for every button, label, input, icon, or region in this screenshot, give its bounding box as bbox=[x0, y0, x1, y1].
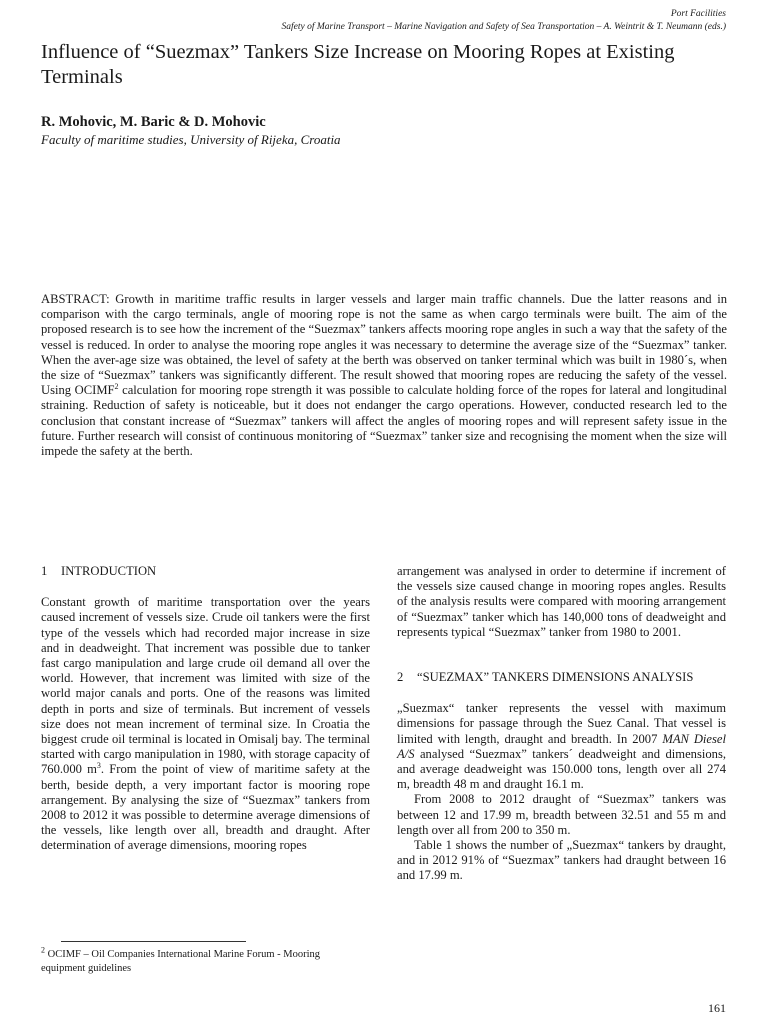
section2-paragraph-2: From 2008 to 2012 draught of “Suezmax” tankers was between 12 and 17.99 m, breadth between 32.51 and 55 m and length over all from 200 to 350 m. bbox=[397, 792, 726, 837]
right-column bbox=[397, 564, 726, 884]
abstract-text-1: Growth in maritime traffic results in larger vessels and larger main traffic channels. Due the latter reasons and in comparison with the cargo terminals, angle of mooring rope is not the same as when cargo terminals were built. The aim of the proposed research is to see how the increment of the “Suezmax” tankers affects mooring rope angles in such a way that the safety of the vessel is reduced. In order to analyse the mooring rope angles it was necessary to determine the average size of the “Suezmax” tanker. When the aver-age size was obtained, the level of safety at the berth was observed on tanker terminal which was built in 1980´s, when the size of “Suezmax” tankers was significantly different. The result showed that mooring ropes are reducing the safety of the vessel. Using OCIMF bbox=[41, 292, 727, 398]
authors: R. Mohovic, M. Baric & D. Mohovic bbox=[41, 114, 266, 130]
intro-paragraph-1-continued: arrangement was analysed in order to determine if increment of the vessels size caused change in mooring ropes angles. Results of the analysis results were compared with mooring arrangement of “Suezmax” tanker which has 140,000 tons of deadweight and represents typical “Suezmax” tanker from 1980 to 2001. bbox=[397, 564, 726, 639]
affiliation: Faculty of maritime studies, University of Rijeka, Croatia bbox=[41, 132, 341, 147]
page-number: 161 bbox=[708, 1001, 726, 1015]
intro-heading-number: 1 bbox=[41, 564, 48, 578]
intro-heading bbox=[41, 564, 370, 579]
abstract-text-2: calculation for mooring rope strength it was possible to calculate holding force of the ropes for lateral and longitudinal straining. Reduction of safety is noticeable, but it does not endanger the cargo operations. However, conducted research led to the conclusion that constant increase of “Suezmax” tankers will affect the angles of mooring ropes and will represent safety issue in the future. Further research will consist of continuous monitoring of “Suezmax” tanker size and recognising the moment when the size will impede the safety at the berth. bbox=[41, 383, 727, 459]
section2-heading bbox=[397, 670, 726, 685]
running-header-section: Port Facilities bbox=[670, 9, 726, 19]
abstract-label: ABSTRACT: bbox=[41, 292, 110, 306]
paper-title: Influence of “Suezmax” Tankers Size Increase on Mooring Ropes at Existing Terminals bbox=[41, 41, 675, 88]
section2-company-name: MAN Diesel A/S bbox=[397, 731, 727, 761]
running-header-series: Safety of Marine Transport – Marine Navigation and Safety of Sea Transportation – A. Weintrit & T. Neumann (eds.) bbox=[281, 22, 726, 32]
intro-paragraph-1-text-b: . From the point of view of maritime safety at the berth, beside depth, a very important factor is mooring rope arrangement. By analysing the size of “Suezmax” tankers from 2008 to 2012 it was possible to determine average dimensions of the vessels, like length over all, breadth and draught. After determination of average dimensions, mooring ropes bbox=[41, 762, 370, 853]
footnote-rule bbox=[61, 941, 246, 942]
section2-heading-number: 2 bbox=[397, 670, 404, 685]
abstract bbox=[41, 292, 727, 459]
intro-paragraph-1-text-a: Constant growth of maritime transportation over the years caused increment of vessels size. Crude oil tankers were the first type of the vessels which had recorded major increase in size and in deadweight. That increment was possible due to tanker fast cargo manipulation and large crude oil demand all over the world. However, that increment was limited with size of the world major canals and ports. One of the reasons was limited depth in ports and size of terminals. But increment of vessels size does not mean increment of terminal size. In Croatia the biggest crude oil terminal is located in Omisalj bay. The terminal started with cargo manipulation in 1980, with storage capacity of 760.000 m bbox=[41, 595, 370, 777]
footnote-text: OCIMF – Oil Companies International Marine Forum - Mooring equipment guidelines bbox=[41, 949, 321, 974]
section2-paragraph-1-text-a: „Suezmax“ tanker represents the vessel with maximum dimensions for passage through the Suez Canal. That vessel is limited with length, draught and breadth. In 2007 bbox=[397, 701, 726, 746]
abstract-footnote-ref: 2 bbox=[114, 382, 119, 392]
left-column bbox=[41, 564, 370, 854]
intro-heading-text: INTRODUCTION bbox=[61, 564, 157, 578]
intro-footnote-ref: 3 bbox=[96, 761, 101, 771]
section2-heading-text: “SUEZMAX” TANKERS DIMENSIONS ANALYSIS bbox=[417, 670, 694, 685]
section2-paragraph-1-text-b: analysed “Suezmax” tankers´ deadweight and dimensions, and average deadweight was 150.000 tons, length over all 274 m, breadth 48 m and draught 16.1 m. bbox=[397, 746, 726, 792]
section2-paragraph-3: Table 1 shows the number of „Suezmax“ tankers by draught, and in 2012 91% of “Suezmax” tankers had draught between 16 and 17.99 m. bbox=[397, 838, 726, 883]
section2-paragraph-1 bbox=[397, 701, 726, 792]
footnote bbox=[41, 945, 361, 976]
footnote-marker: 2 bbox=[41, 945, 45, 955]
intro-paragraph-1 bbox=[41, 595, 370, 853]
